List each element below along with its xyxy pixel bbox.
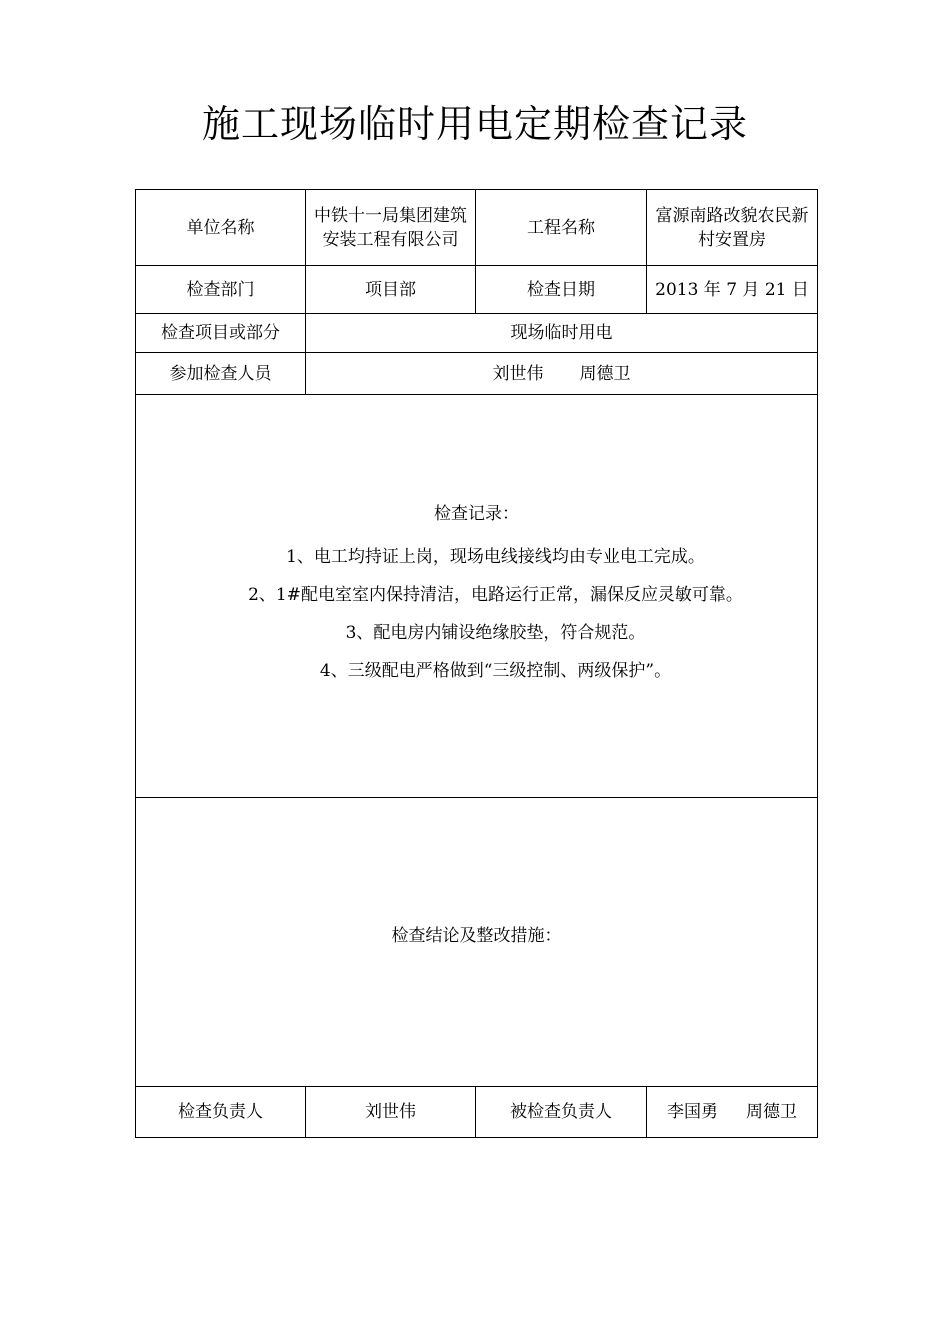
inspectee-name: 李国勇 — [667, 1102, 718, 1122]
inspection-date-value: 2013 年 7 月 21 日 — [647, 266, 818, 314]
record-row — [136, 395, 818, 798]
conclusion-label: 检查结论及整改措施： — [391, 926, 562, 946]
record-item: 2、1#配电室室内保持清洁，电路运行正常，漏保反应灵敏可靠。 — [248, 585, 743, 605]
inspection-department-label: 检查部门 — [136, 266, 306, 314]
project-name-label: 工程名称 — [476, 190, 647, 266]
conclusion-cell — [136, 798, 818, 1087]
participant-name: 刘世伟 — [492, 363, 544, 384]
inspection-item-value: 现场临时用电 — [306, 314, 818, 353]
participants-label: 参加检查人员 — [136, 353, 306, 395]
participants-row — [136, 353, 818, 395]
inspection-form-table — [135, 189, 818, 1138]
inspection-department-value: 项目部 — [306, 266, 476, 314]
inspection-date-label: 检查日期 — [476, 266, 647, 314]
conclusion-row — [136, 798, 818, 1087]
signature-row — [136, 1087, 818, 1138]
inspection-item-label: 检查项目或部分 — [136, 314, 306, 353]
inspectee-value — [647, 1087, 818, 1138]
inspectee-name: 周德卫 — [746, 1102, 797, 1122]
unit-row — [136, 190, 818, 266]
record-item: 3、配电房内铺设绝缘胶垫，符合规范。 — [345, 623, 646, 643]
inspector-label: 检查负责人 — [136, 1087, 306, 1138]
inspection-record-cell — [136, 395, 818, 798]
unit-name-value: 中铁十一局集团建筑安装工程有限公司 — [306, 190, 476, 266]
inspection-record-label: 检查记录： — [434, 504, 519, 524]
participant-name: 周德卫 — [579, 363, 631, 384]
record-item: 4、三级配电严格做到“三级控制、两级保护”。 — [319, 661, 672, 681]
page-title: 施工现场临时用电定期检查记录 — [201, 102, 748, 146]
inspection-item-row — [136, 314, 818, 353]
participants-value — [306, 353, 818, 395]
inspectee-label: 被检查负责人 — [476, 1087, 647, 1138]
inspector-value: 刘世伟 — [306, 1087, 476, 1138]
project-name-value: 富源南路改貌农民新村安置房 — [647, 190, 818, 266]
unit-name-label: 单位名称 — [136, 190, 306, 266]
record-item: 1、电工均持证上岗，现场电线接线均由专业电工完成。 — [286, 547, 705, 567]
department-row — [136, 266, 818, 314]
